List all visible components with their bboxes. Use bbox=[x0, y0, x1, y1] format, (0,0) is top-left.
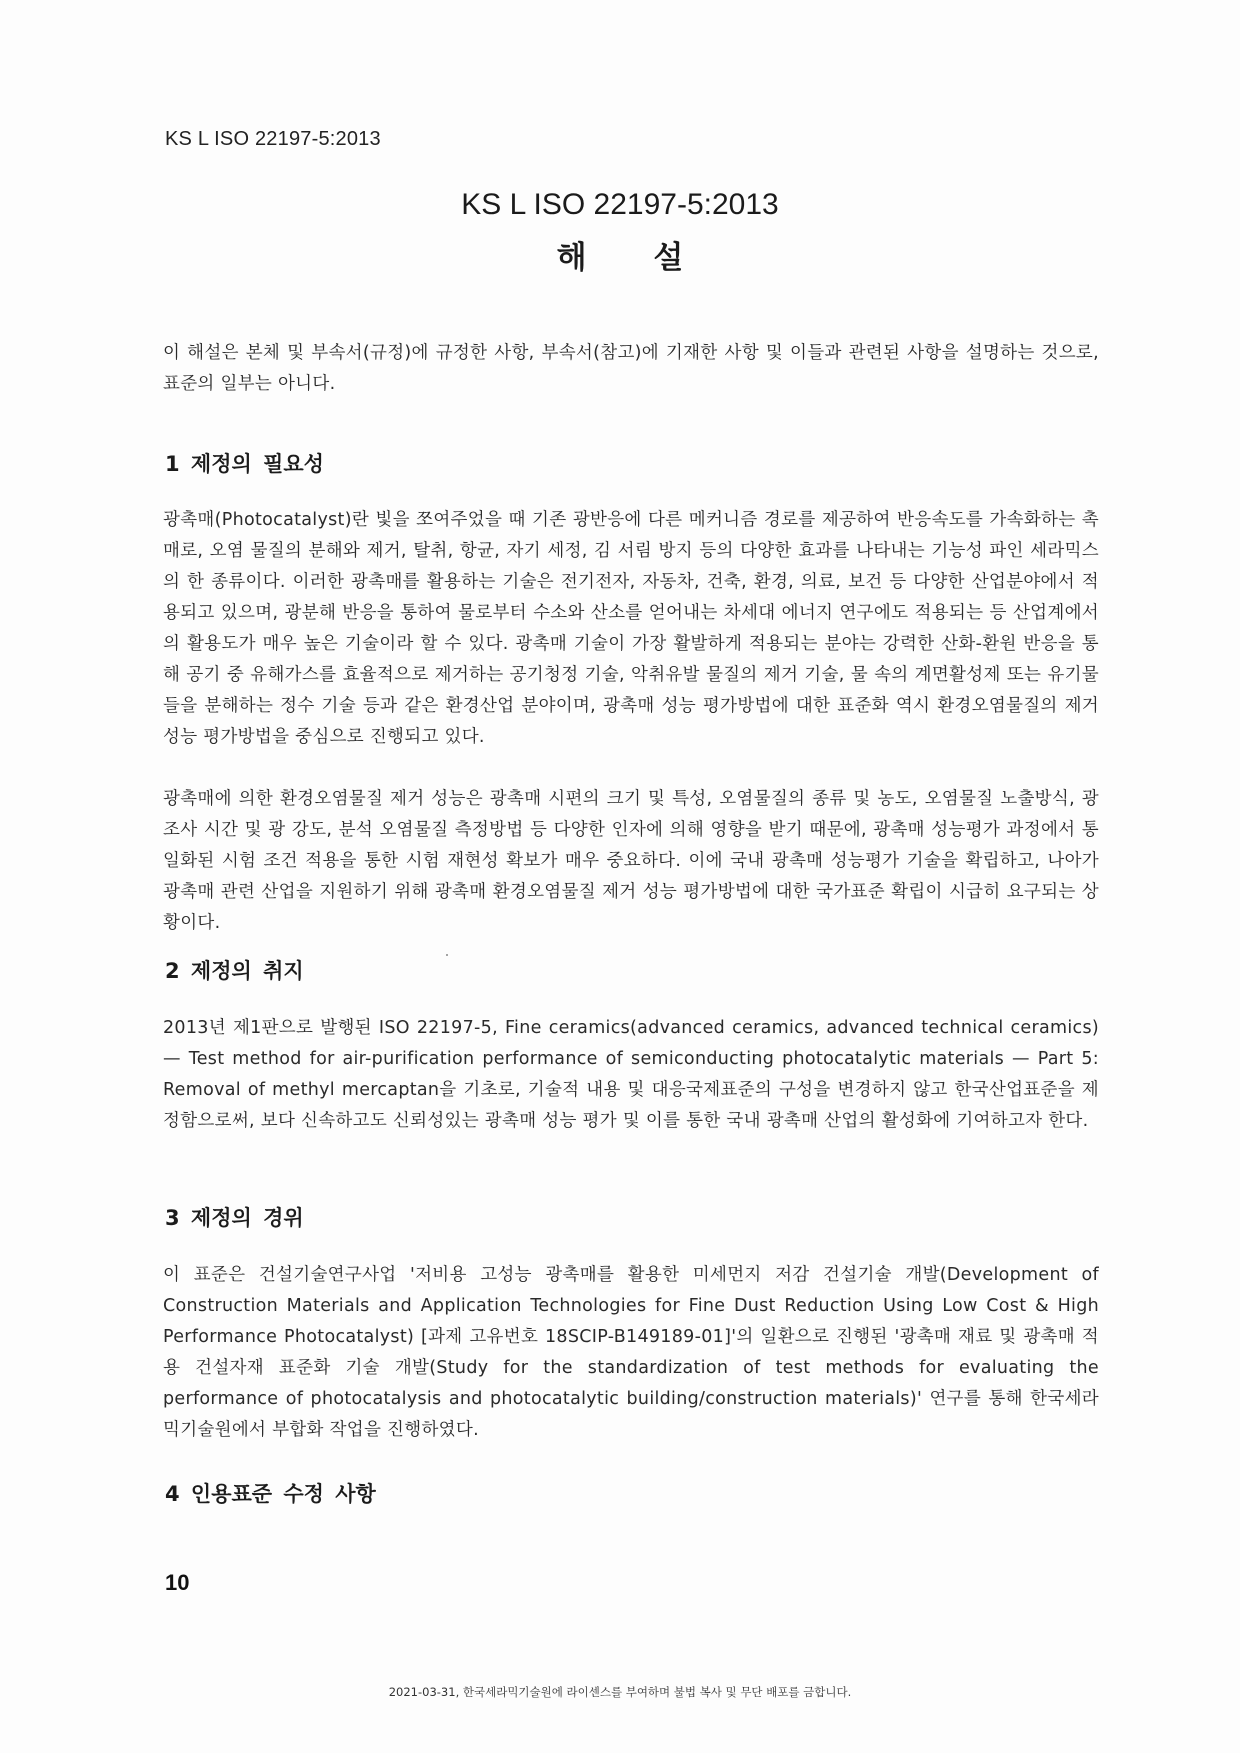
license-footer: 2021-03-31, 한국세라믹기술원에 라이센스를 부여하며 불법 복사 및 무단 배포를 금합니다. bbox=[388, 1685, 852, 1699]
document-title: KS L ISO 22197-5:2013 bbox=[461, 188, 779, 221]
document-subtitle: 해 설 bbox=[556, 240, 712, 276]
section-2-heading: 2 제정의 취지 bbox=[165, 959, 304, 983]
section-2-paragraph-1: 2013년 제1판으로 발행된 ISO 22197-5, Fine ceramics(advanced ceramics, advanced technical ceramics) — Test method for air-purification performance of semiconducting photocatalytic materials — Part 5: Removal of methyl mercaptan을 기초로, 기술적 내용 및 대응국제표준의 구성을 변경하지 않고 한국산업표준을 제정함으로써, 보다 신속하고도 신뢰성있는 광촉매 성능 평가 및 이를 통한 국내 광촉매 산업의 활성화에 기여하고자 한다. bbox=[163, 1018, 1099, 1131]
intro-paragraph: 이 해설은 본체 및 부속서(규정)에 규정한 사항, 부속서(참고)에 기재한 사항 및 이들과 관련된 사항을 설명하는 것으로, 표준의 일부는 아니다. bbox=[163, 343, 1099, 394]
section-3-heading: 3 제정의 경위 bbox=[165, 1206, 304, 1230]
section-1-paragraph-2: 광촉매에 의한 환경오염물질 제거 성능은 광촉매 시편의 크기 및 특성, 오염물질의 종류 및 농도, 오염물질 노출방식, 광 조사 시간 및 광 강도, 분석 오염물질 측정방법 등 다양한 인자에 의해 영향을 받기 때문에, 광촉매 성능평가 과정에서 통일화된 시험 조건 적용을 통한 시험 재현성 확보가 매우 중요하다. 이에 국내 광촉매 성능평가 기술을 확립하고, 나아가 광촉매 관련 산업을 지원하기 위해 광촉매 환경오염물질 제거 성능 평가방법에 대한 국가표준 확립이 시급히 요구되는 상황이다. bbox=[163, 789, 1099, 933]
section-1-heading: 1 제정의 필요성 bbox=[165, 452, 324, 476]
page-number: 10 bbox=[165, 1570, 190, 1595]
section-1-paragraph-1: 광촉매(Photocatalyst)란 빛을 쪼여주었을 때 기존 광반응에 다른 메커니즘 경로를 제공하여 반응속도를 가속화하는 촉매로, 오염 물질의 분해와 제거, 탈취, 항균, 자기 세정, 김 서림 방지 등의 다양한 효과를 나타내는 기능성 파인 세라믹스의 한 종류이다. 이러한 광촉매를 활용하는 기술은 전기전자, 자동차, 건축, 환경, 의료, 보건 등 다양한 산업분야에서 적용되고 있으며, 광분해 반응을 통하여 물로부터 수소와 산소를 얻어내는 차세대 에너지 연구에도 적용되는 등 산업계에서의 활용도가 매우 높은 기술이라 할 수 있다. 광촉매 기술이 가장 활발하게 적용되는 분야는 강력한 산화-환원 반응을 통해 공기 중 유해가스를 효율적으로 제거하는 공기청정 기술, 악취유발 물질의 제거 기술, 물 속의 계면활성제 또는 유기물들을 분해하는 정수 기술 등과 같은 환경산업 분야이며, 광촉매 성능 평가방법에 대한 표준화 역시 환경오염물질의 제거 성능 평가방법을 중심으로 진행되고 있다. bbox=[163, 510, 1099, 747]
section-4-heading: 4 인용표준 수정 사항 bbox=[165, 1482, 376, 1506]
scan-speck bbox=[446, 954, 448, 956]
section-3-paragraph-1: 이 표준은 건설기술연구사업 '저비용 고성능 광촉매를 활용한 미세먼지 저감 건설기술 개발(Development of Construction Materials and Application Technologies for Fine Dust Reduction Using Low Cost & High Performance Photocatalyst) [과제 고유번호 18SCIP-B149189-01]'의 일환으로 진행된 '광촉매 재료 및 광촉매 적용 건설자재 표준화 기술 개발(Study for the standardization of test methods for evaluating the performance of photocatalysis and photocatalytic building/construction materials)' 연구를 통해 한국세라믹기술원에서 부합화 작업을 진행하였다. bbox=[163, 1265, 1099, 1440]
running-header: KS L ISO 22197-5:2013 bbox=[165, 128, 381, 150]
